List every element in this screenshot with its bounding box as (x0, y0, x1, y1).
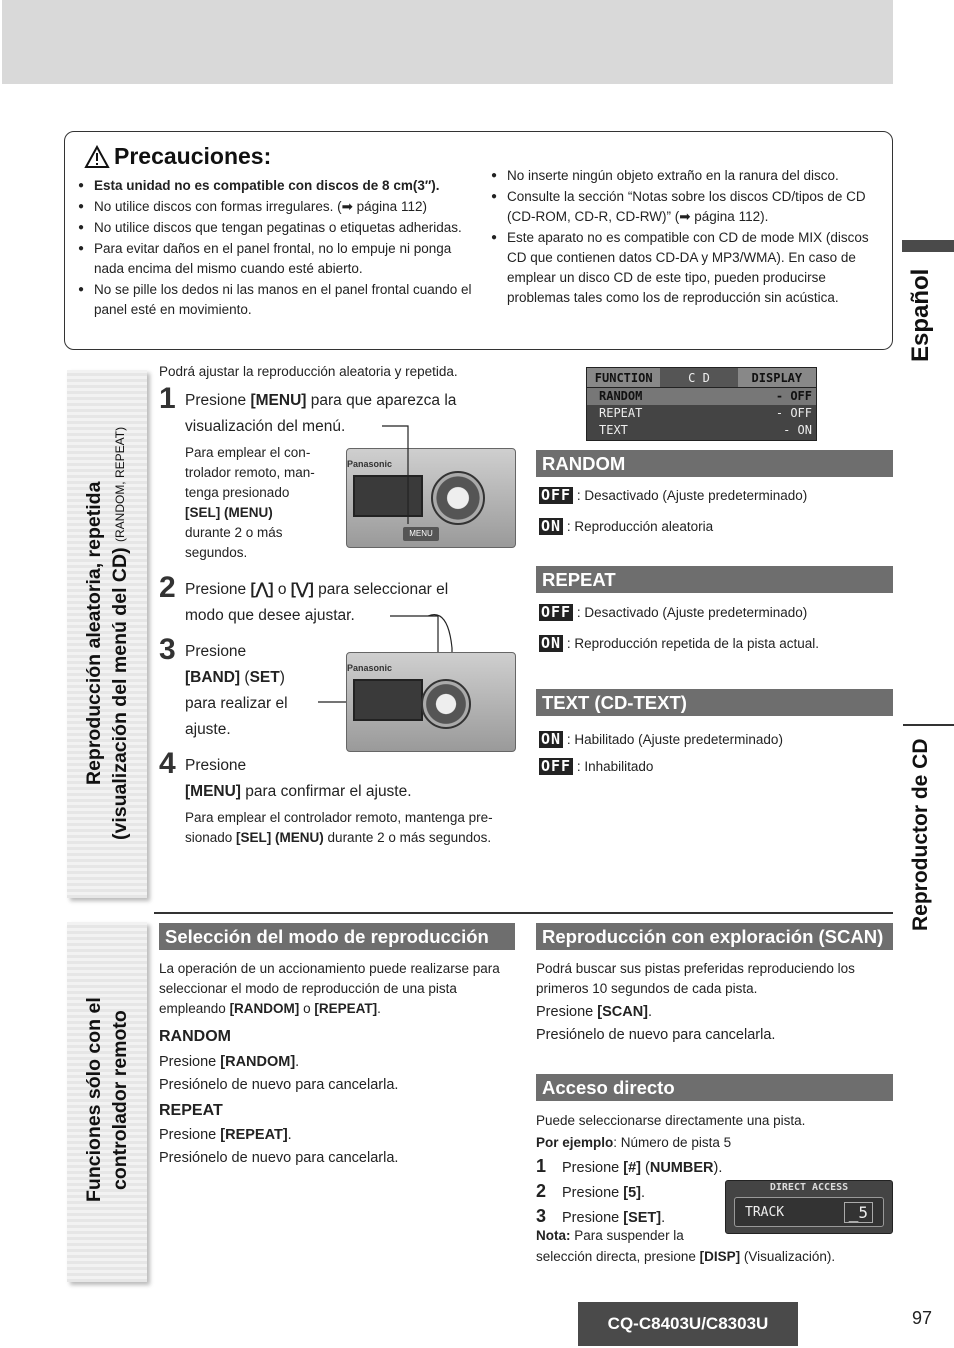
section2-sidebar (67, 922, 147, 1282)
step-number: 1 (536, 1156, 547, 1176)
step-number: 3 (536, 1206, 547, 1226)
lcd-tabs (587, 368, 816, 388)
text-header: TEXT (CD-TEXT) (536, 689, 893, 716)
lcd-value: _5 (844, 1202, 873, 1223)
step-text: . (641, 1185, 646, 1201)
note-line (536, 1246, 893, 1267)
key-label: [RANDOM] (220, 1054, 296, 1070)
step4-note (185, 808, 525, 848)
instruction-line (536, 1001, 775, 1024)
scan-instructions (536, 1001, 775, 1047)
sidebar-title-line1: Funciones sólo con el (83, 997, 105, 1203)
repeat-instructions (159, 1124, 398, 1170)
step-text: Presione (185, 643, 247, 660)
lcd-label: TRACK (745, 1204, 785, 1220)
mode-header: Selección del modo de reproducción (159, 923, 515, 950)
step-text: modo que desee ajustar. (185, 607, 355, 624)
instruction-text: Presione (536, 1004, 598, 1020)
language-tab-label: Español (907, 268, 934, 362)
random-header: RANDOM (536, 450, 893, 477)
key-label: [⋀] (250, 581, 274, 598)
text-option-on (539, 731, 783, 748)
callout-line (380, 420, 430, 530)
note-line: Para emplear el controlador remoto, mantenga pre- (185, 810, 493, 825)
step2-text (185, 577, 520, 629)
note-line: tenga presionado (185, 485, 290, 500)
direct-example (536, 1133, 731, 1153)
instruction-text: . (295, 1054, 300, 1070)
direct-access-display (725, 1180, 893, 1234)
step-text: ( (240, 669, 250, 686)
key-label: [#] (623, 1160, 641, 1176)
step-text: Presione (185, 392, 251, 409)
device-brand: Panasonic (347, 663, 393, 673)
step-text: para confirmar el ajuste. (240, 783, 412, 800)
off-badge: OFF (541, 603, 572, 621)
instruction-text: Presione (159, 1054, 221, 1070)
warning-icon (84, 145, 110, 169)
step-number: 3 (159, 633, 176, 666)
direct-intro: Puede seleccionarse directamente una pista. (536, 1113, 806, 1128)
section2-sidebar-title (73, 940, 141, 1260)
mode-intro (159, 959, 519, 1019)
key-label: NUMBER (649, 1160, 714, 1176)
section1-sidebar-title (73, 388, 141, 878)
step-text: Presione (185, 581, 251, 598)
on-badge: ON (541, 517, 562, 535)
precautions-right-list (491, 166, 883, 309)
lcd-value: - OFF (775, 389, 812, 403)
step-text: ) (279, 669, 285, 686)
step-text: Presione (562, 1185, 624, 1201)
note-text: (Visualización). (740, 1249, 836, 1264)
list-item: ● No se pille los dedos ni las manos en el panel frontal cuando el panel esté en movimiento. (78, 280, 473, 320)
example-text: : Número de pista 5 (613, 1135, 732, 1150)
step3-text (185, 639, 325, 743)
direct-step (536, 1180, 722, 1205)
instruction-line: Presiónelo de nuevo para cancelarla. (159, 1077, 399, 1093)
lcd-row-text (587, 422, 816, 439)
section-tab-label: Reproductor de CD (909, 738, 932, 931)
option-text: : Reproducción repetida de la pista actual. (566, 636, 819, 651)
list-item: ● No inserte ningún objeto extraño en la ranura del disco. (491, 166, 883, 186)
key-label: [MENU] (250, 392, 307, 409)
direct-step (536, 1155, 722, 1180)
step-text: . (661, 1210, 666, 1226)
section-divider (903, 724, 954, 726)
lcd-label: TEXT (599, 423, 628, 437)
instruction-line: Presiónelo de nuevo para cancelarla. (159, 1150, 399, 1166)
lcd-tab-display: DISPLAY (738, 368, 816, 387)
list-item: ● No utilice discos con formas irregulares. (➡ página 112) (78, 197, 473, 217)
step-number: 1 (159, 382, 176, 415)
option-text: : Reproducción aleatoria (566, 519, 714, 534)
list-item: ● Este aparato no es compatible con CD de mode MIX (discos CD que contienen datos CD-DA y MP3/WMA). En caso de emplear un disco CD de este tipo, pueden producirse problemas tales como los de reproducción sin acústica. (491, 228, 883, 308)
random-option-off (539, 487, 807, 504)
scan-intro: Podrá buscar sus pistas preferidas reproduciendo los primeros 10 segundos de cada pista. (536, 961, 855, 996)
step1-note (185, 443, 335, 563)
note-line: [SEL] (MENU) (185, 505, 273, 520)
list-item: ● Consulte la sección “Notas sobre los discos CD/tipos de CD (CD-ROM, CD-R, CD-RW)” (➡ página 112). (491, 187, 883, 227)
intro-text: . (377, 1001, 381, 1016)
list-item: ● Esta unidad no es compatible con discos de 8 cm(3″). (78, 176, 473, 196)
head-unit-illustration (346, 448, 516, 548)
key-label: [SCAN] (597, 1004, 649, 1020)
key-label: [BAND] (185, 669, 241, 686)
device-knob (421, 679, 471, 729)
step-text (185, 665, 325, 691)
list-item: ● Para evitar daños en el panel frontal, no lo empuje ni ponga nada encima del mismo cuando esté abierto. (78, 239, 473, 279)
note-line: Para emplear el con- (185, 445, 311, 460)
step-number: 4 (159, 747, 176, 780)
lcd-tab-function: FUNCTION (587, 368, 660, 387)
step-text: ( (641, 1160, 650, 1176)
list-item: ● No utilice discos que tengan pegatinas o etiquetas adheridas. (78, 218, 473, 238)
option-text: : Habilitado (Ajuste predeterminado) (566, 732, 783, 747)
note-line: durante 2 o más (185, 525, 283, 540)
lcd-value: - ON (783, 423, 812, 437)
key-label: [REPEAT] (314, 1001, 378, 1016)
instruction-line (159, 1124, 398, 1147)
note-line: segundos. (185, 545, 248, 560)
step-text: para realizar el (185, 695, 288, 712)
note-text: durante 2 o más segundos. (323, 830, 492, 845)
head-unit-illustration (346, 652, 516, 752)
precautions-left-list (78, 176, 473, 321)
step-text: ). (713, 1160, 723, 1176)
model-number: CQ-C8403U/C8303U (578, 1302, 798, 1346)
device-menu-button: MENU (403, 527, 439, 541)
repeat-option-on (539, 635, 819, 652)
key-label: [SET] (623, 1210, 662, 1226)
note-text: Para suspender la (570, 1228, 684, 1243)
device-screen (353, 679, 423, 721)
cd-menu-display (586, 367, 817, 441)
lcd-track-field (734, 1197, 884, 1227)
key-label: [5] (623, 1185, 641, 1201)
scan-header: Reproducción con exploración (SCAN) (536, 923, 893, 950)
section-rule (154, 912, 893, 914)
sidebar-title-line2: (visualización del menú del CD) (109, 547, 131, 840)
step-text: Presione (562, 1160, 624, 1176)
direct-header: Acceso directo (536, 1074, 893, 1101)
device-knob (431, 471, 485, 525)
instruction-line (159, 1051, 398, 1074)
step-text: Presione (562, 1210, 624, 1226)
step-text: Presione (185, 757, 247, 774)
on-badge: ON (541, 634, 562, 652)
key-label: SET (249, 669, 280, 686)
repeat-header: REPEAT (536, 566, 893, 593)
lcd-label: REPEAT (599, 406, 643, 420)
lcd-row-repeat (587, 405, 816, 422)
note-text: sionado (185, 830, 237, 845)
key-label: [⋁] (290, 581, 314, 598)
step-text (185, 779, 525, 805)
example-label: Por ejemplo (536, 1135, 614, 1150)
random-option-on (539, 518, 713, 535)
step-text: para seleccionar el (313, 581, 449, 598)
section1-intro: Podrá ajustar la reproducción aleatoria y repetida. (159, 364, 458, 379)
option-text: : Desactivado (Ajuste predeterminado) (576, 488, 808, 503)
key-label: [MENU] (185, 783, 241, 800)
step-number: 2 (536, 1181, 547, 1201)
key-label: [DISP] (699, 1249, 741, 1264)
note-text: selección directa, presione (536, 1249, 700, 1264)
instruction-text: . (287, 1127, 292, 1143)
option-text: : Desactivado (Ajuste predeterminado) (576, 605, 808, 620)
repeat-subtitle: REPEAT (159, 1102, 223, 1119)
note-line (185, 828, 525, 848)
section1-sidebar (67, 370, 147, 898)
top-banner (2, 0, 893, 84)
random-instructions (159, 1051, 398, 1097)
option-text: : Inhabilitado (576, 759, 654, 774)
off-badge: OFF (541, 486, 572, 504)
intro-text: o (299, 1001, 315, 1016)
precautions-title (84, 143, 271, 170)
direct-steps (536, 1155, 722, 1230)
key-label: [REPEAT] (220, 1127, 288, 1143)
sidebar-title-line2: controlador remoto (109, 1010, 131, 1190)
device-brand: Panasonic (347, 459, 393, 469)
lcd-row-random (587, 388, 816, 405)
instruction-text: . (648, 1004, 653, 1020)
sidebar-title-line1: Reproducción aleatoria, repetida (83, 481, 105, 785)
key-label: [RANDOM] (229, 1001, 300, 1016)
on-badge: ON (541, 730, 562, 748)
page-number: 97 (912, 1308, 933, 1328)
step-number: 2 (159, 571, 176, 604)
lcd-value: - OFF (775, 406, 812, 420)
repeat-option-off (539, 604, 807, 621)
lcd-tab-cd: C D (660, 368, 737, 387)
step4-text (185, 753, 525, 805)
language-tab-marker (902, 240, 954, 252)
key-label: [SEL] (MENU) (236, 830, 324, 845)
intro-text: La operación de un accionamiento puede realizarse para seleccionar el modo de reproducción de una pista empleando (159, 961, 500, 1016)
precautions-heading: Precauciones: (114, 143, 272, 169)
lcd-label: RANDOM (599, 389, 643, 403)
random-subtitle: RANDOM (159, 1028, 231, 1045)
instruction-line: Presiónelo de nuevo para cancelarla. (536, 1027, 776, 1043)
step-text: para que aparezca la visualización del menú. (185, 392, 457, 435)
lcd-title: DIRECT ACCESS (769, 1182, 849, 1193)
step1-text (185, 388, 520, 440)
off-badge: OFF (541, 757, 572, 775)
note-line: trolador remoto, man- (185, 465, 315, 480)
instruction-text: Presione (159, 1127, 221, 1143)
step-text: o (273, 581, 291, 598)
note-label: Nota: (536, 1228, 571, 1243)
text-option-off (539, 758, 653, 775)
sidebar-title-small: (RANDOM, REPEAT) (113, 426, 127, 542)
step-text: ajuste. (185, 721, 231, 738)
